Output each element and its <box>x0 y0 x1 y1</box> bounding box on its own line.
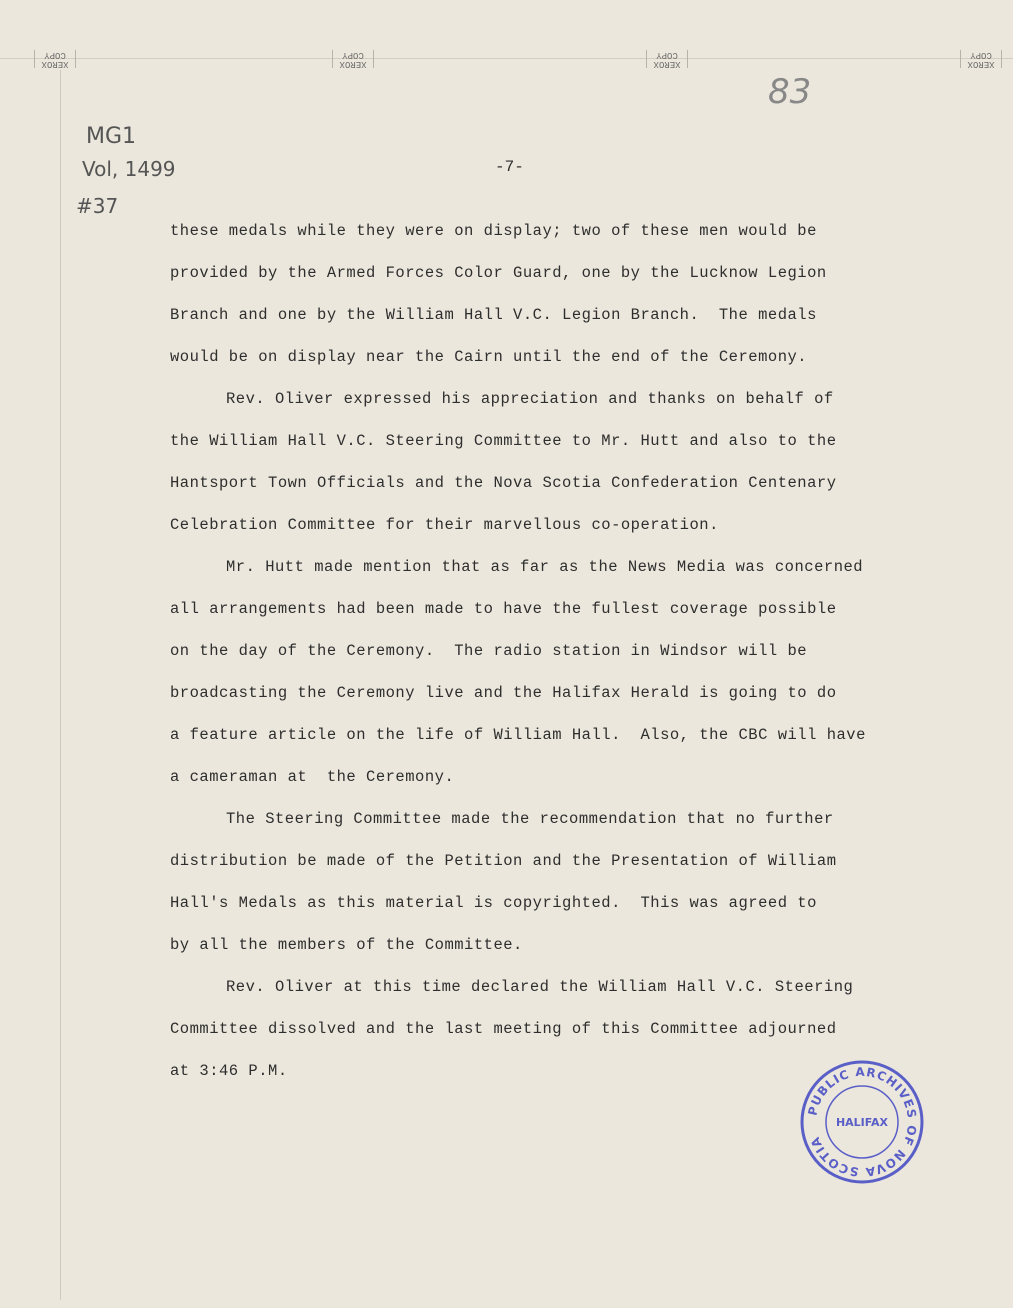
text-line: Celebration Committee for their marvellous co-operation. <box>170 516 719 534</box>
text-line: a cameraman at the Ceremony. <box>170 768 455 786</box>
archive-stamp <box>798 1058 926 1186</box>
xerox-stamp: XEROX COPY <box>34 50 76 68</box>
stamp-center-text: HALIFAX <box>835 1116 889 1129</box>
text-line: Branch and one by the William Hall V.C. Legion Branch. The medals <box>170 306 817 324</box>
text-line: provided by the Armed Forces Color Guard, one by the Lucknow Legion <box>170 264 827 282</box>
xerox-stamp: XEROX COPY <box>960 50 1002 68</box>
left-margin-line <box>60 70 61 1300</box>
text-line: all arrangements had been made to have the fullest coverage possible <box>170 600 837 618</box>
top-edge-line <box>0 58 1013 59</box>
paragraph-start-line: Rev. Oliver expressed his appreciation and thanks on behalf of <box>226 390 834 408</box>
text-line: a feature article on the life of William Hall. Also, the CBC will have <box>170 726 866 744</box>
xerox-stamp: XEROX COPY <box>332 50 374 68</box>
text-line: broadcasting the Ceremony live and the Halifax Herald is going to do <box>170 684 837 702</box>
text-line: distribution be made of the Petition and the Presentation of William <box>170 852 837 870</box>
text-line: Hantsport Town Officials and the Nova Scotia Confederation Centenary <box>170 474 837 492</box>
handwritten-reference-number: #37 <box>76 194 119 218</box>
body-text <box>170 216 980 1098</box>
text-line: these medals while they were on display; two of these men would be <box>170 222 817 240</box>
stamp-ring-text: PUBLIC ARCHIVES OF NOVA SCOTIA <box>805 1064 920 1180</box>
page-number: -7- <box>495 158 524 176</box>
text-line: would be on display near the Cairn until the end of the Ceremony. <box>170 348 808 366</box>
text-line: Hall's Medals as this material is copyrighted. This was agreed to <box>170 894 817 912</box>
handwritten-folio-number: 83 <box>768 72 812 112</box>
text-line: Committee dissolved and the last meeting of this Committee adjourned <box>170 1020 837 1038</box>
text-line: at 3:46 P.M. <box>170 1062 288 1080</box>
text-line: on the day of the Ceremony. The radio station in Windsor will be <box>170 642 808 660</box>
handwritten-reference-vol: Vol, 1499 <box>82 157 176 181</box>
paragraph-start-line: The Steering Committee made the recommendation that no further <box>226 810 834 828</box>
xerox-stamp: XEROX COPY <box>646 50 688 68</box>
text-line: the William Hall V.C. Steering Committee to Mr. Hutt and also to the <box>170 432 837 450</box>
handwritten-reference-mg: MG1 <box>86 124 137 149</box>
paragraph-start-line: Mr. Hutt made mention that as far as the News Media was concerned <box>226 558 864 576</box>
paragraph-start-line: Rev. Oliver at this time declared the William Hall V.C. Steering <box>226 978 854 996</box>
text-line: by all the members of the Committee. <box>170 936 523 954</box>
